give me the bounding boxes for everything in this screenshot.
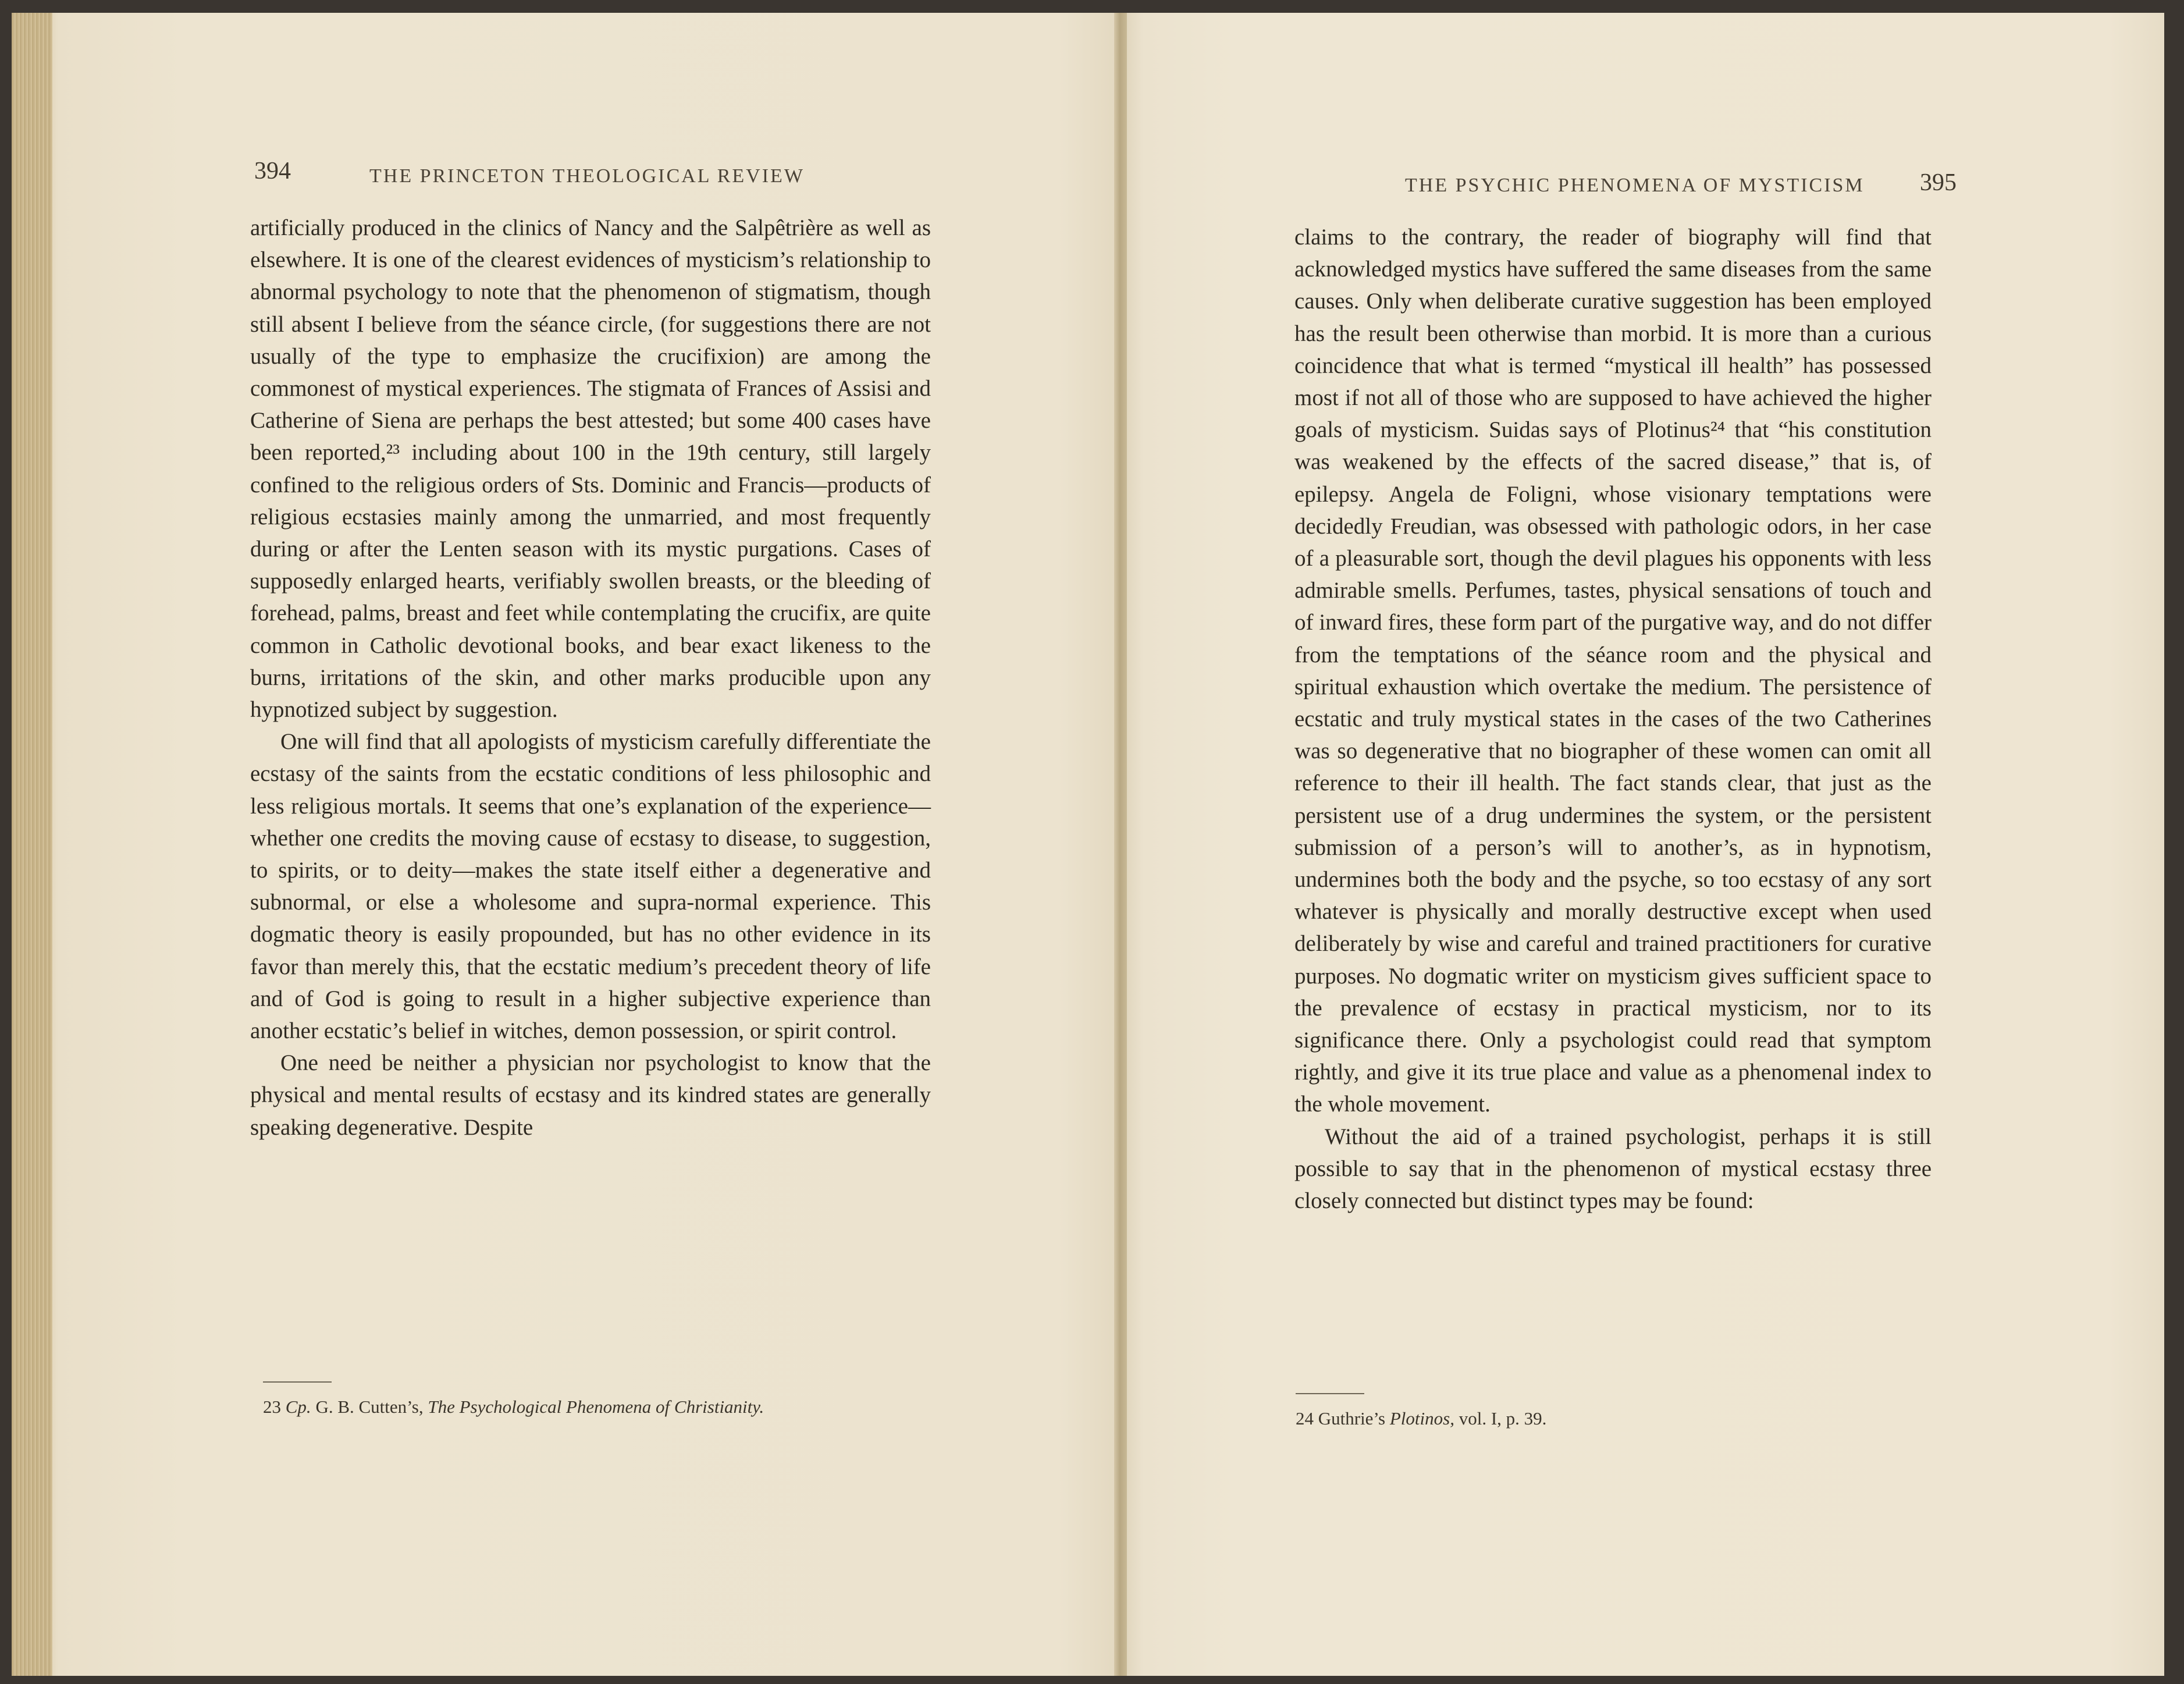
page-edge-stack	[12, 13, 52, 1676]
footnote-rule	[1296, 1393, 1364, 1394]
page-number: 395	[1920, 169, 1957, 196]
footnote-text: Guthrie’s	[1318, 1408, 1390, 1429]
paragraph: One will find that all apologists of mysticism carefully differentiate the ecstasy of the saints from the ecstatic conditions of less philosophic and less religious mortals. It seems that one’s explanation of the experience—whether one credits the moving cause of ecstasy to disease, to suggestion, to spirits, or to deity—makes the state itself either a degenerative and subnormal, or else a wholesome and supra-normal experience. This dogmatic theory is easily propounded, but has no other evidence in its favor than merely this, that the ecstatic medium’s precedent theory of life and of God is going to result in a higher subjective experience than another ecstatic’s belief in witches, demon possession, or spirit control.	[250, 729, 931, 1044]
running-header: THE PRINCETON THEOLOGICAL REVIEW	[369, 165, 805, 187]
body-text	[1294, 221, 1932, 1217]
left-page	[12, 13, 1120, 1676]
footnote-title: Plotinos,	[1389, 1408, 1454, 1429]
running-header: THE PSYCHIC PHENOMENA OF MYSTICISM	[1405, 175, 1865, 196]
footnote-title: The Psychological Phenomena of Christianity.	[428, 1397, 764, 1417]
paragraph: Without the aid of a trained psychologist, perhaps it is still possible to say that in the phenomenon of mystical ecstasy three closely connected but distinct types may be found:	[1294, 1124, 1932, 1214]
footnote-suffix: vol. I, p. 39.	[1454, 1408, 1547, 1429]
book-gutter	[1114, 13, 1127, 1676]
body-text	[250, 212, 931, 1143]
paragraph: artificially produced in the clinics of Nancy and the Salpêtrière as well as elsewhere. It is one of the clearest evidences of mysticism’s relationship to abnormal psychology to note that the phenomenon of stigmatism, though still absent I believe from the séance circle, (for suggestions there are not usually of the type to emphasize the crucifixion) are among the commonest of mystical experiences. The stigmata of Frances of Assisi and Catherine of Siena are perhaps the best attested; but some 400 cases have been reported,²³ including about 100 in the 19th century, still largely confined to the religious orders of Sts. Dominic and Francis—products of religious ecstasies mainly among the unmarried, and most frequently during or after the Lenten season with its mystic purgations. Cases of supposedly enlarged hearts, verifiably swollen breasts, or the bleeding of forehead, palms, breast and feet while contemplating the crucifix, are quite common in Catholic devotional books, and bear exact likeness to the burns, irritations of the skin, and other marks producible upon any hypnotized subject by suggestion.	[250, 215, 931, 723]
open-book	[12, 13, 2164, 1676]
footnote	[1296, 1408, 1546, 1429]
page-number: 394	[254, 158, 291, 184]
footnote-marker: 24	[1296, 1408, 1314, 1429]
right-page	[1120, 13, 2164, 1676]
footnote-prefix: Cp.	[285, 1397, 311, 1417]
footnote-text: G. B. Cutten’s,	[311, 1397, 428, 1417]
footnote-marker: 23	[263, 1397, 281, 1417]
paragraph: claims to the contrary, the reader of biography will find that acknowledged mystics have suffered the same diseases from the same causes. Only when deliberate curative suggestion has been employed has the result been otherwise than morbid. It is more than a curious coincidence that what is termed “mystical ill health” has possessed most if not all of those who are supposed to have achieved the higher goals of mysticism. Suidas says of Plotinus²⁴ that “his constitution was weakened by the effects of the sacred disease,” that is, of epilepsy. Angela de Foligni, whose visionary temptations were decidedly Freudian, was obsessed with pathologic odors, in her case of a pleasurable sort, though the devil plagues his opponents with less admirable smells. Perfumes, tastes, physical sensations of touch and of inward fires, these form part of the purgative way, and do not differ from the temptations of the séance room and the physical and spiritual exhaustion which overtake the medium. The persistence of ecstatic and truly mystical states in the cases of the two Catherines was so degenerative that no biographer of these women can omit all reference to their ill health. The fact stands clear, that just as the persistent use of a drug undermines the system, or the persistent submission of a person’s will to another’s, as in hypnotism, undermines both the body and the psyche, so too ecstasy of any sort whatever is physically and morally destructive except when used deliberately by wise and careful and trained practitioners for curative purposes. No dogmatic writer on mysticism gives sufficient space to the prevalence of ecstasy in practical mysticism, nor to its significance there. Only a psychologist could read that symptom rightly, and give it its true place and value as a phenomenal index to the whole movement.	[1294, 225, 1932, 1117]
footnote-rule	[263, 1381, 332, 1383]
footnote	[263, 1397, 764, 1417]
paragraph: One need be neither a physician nor psychologist to know that the physical and mental results of ecstasy and its kindred states are generally speaking degenerative. Despite	[250, 1050, 931, 1140]
